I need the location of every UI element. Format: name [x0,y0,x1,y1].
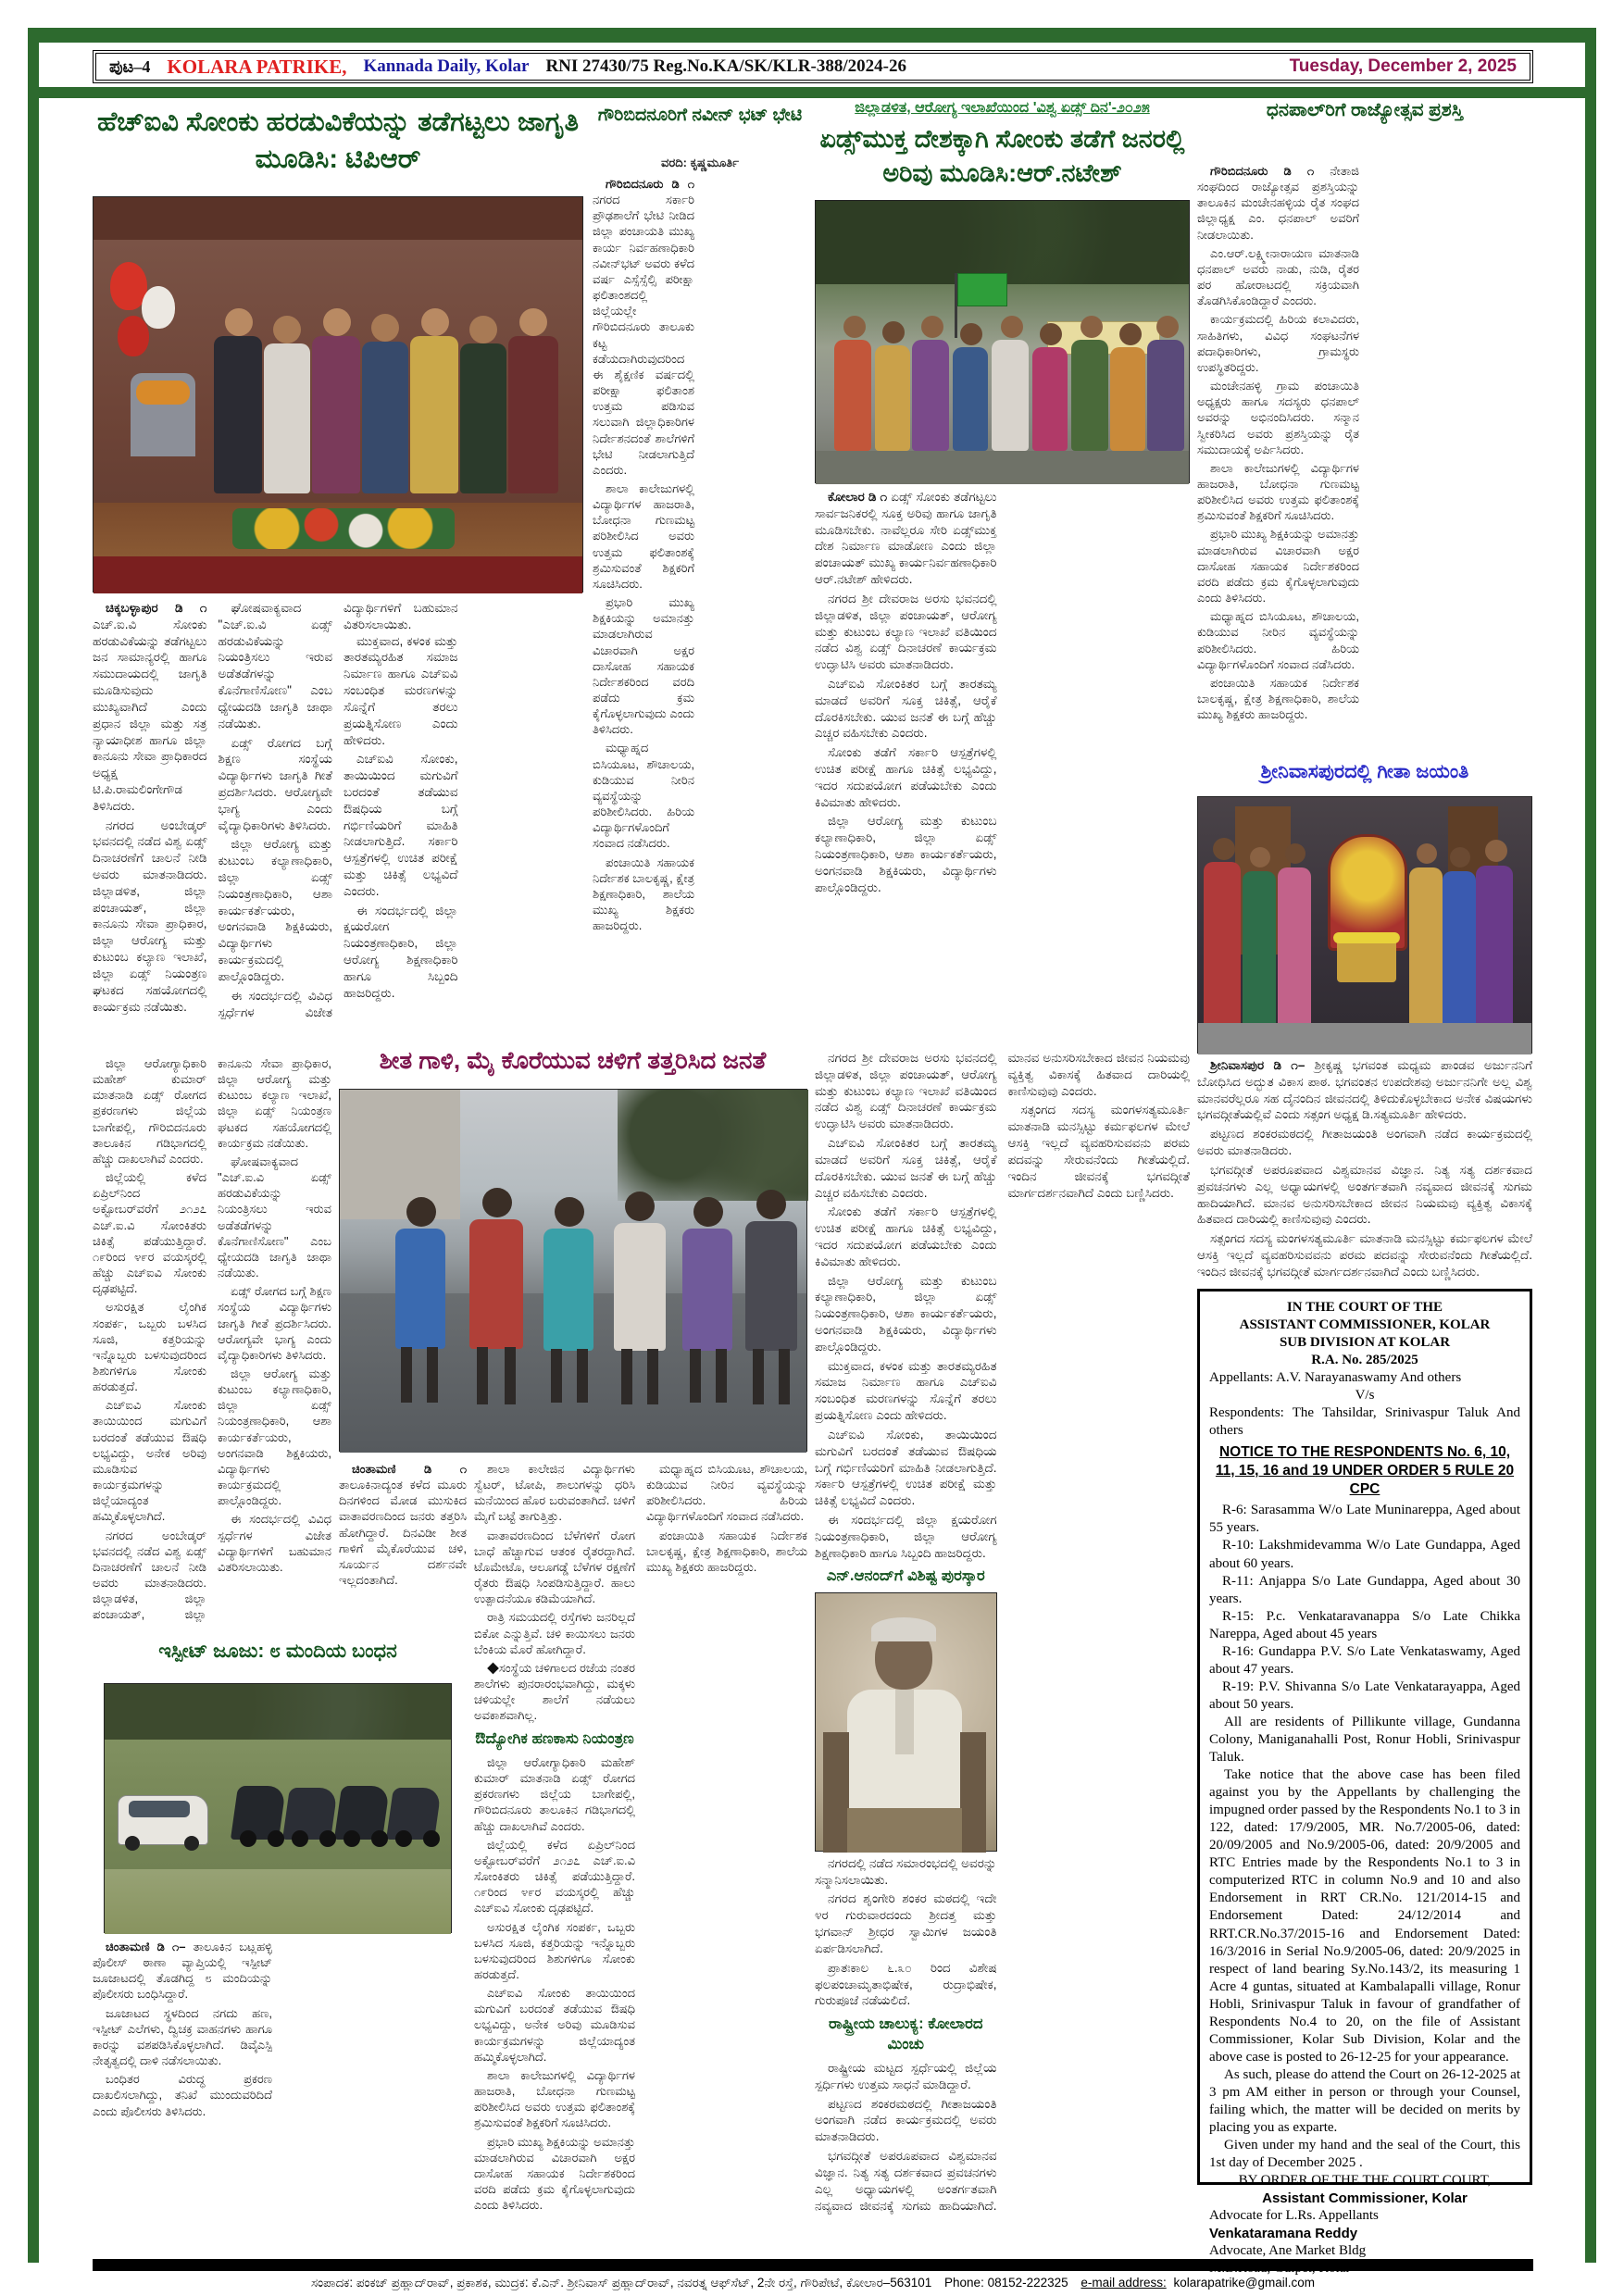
lead-paragraph: ತಾಲೂಕಿನಾದ್ಯಂತ ಕಳೆದ ಮೂರು ದಿನಗಳಿಂದ ಮೋಡ ಮುಸುಕಿದ ವಾತಾವರಣದಿಂದ ಜನರು ತತ್ತರಿಸಿ ಹೋಗಿದ್ದಾರೆ. ದಿನವಿಡೀ ಶೀತ ಗಾಳಿಗೆ ಮೈಕೊರೆಯುವ ಚಳಿ, ಸೂರ್ಯನ ದರ್ಶನವೇ ಇಲ್ಲದಂತಾಗಿದೆ. [339,1478,467,1588]
paragraph-list: ಪಟ್ಟಣದ ಶಂಕರಮಠದಲ್ಲಿ ಗೀತಾಜಯಂತಿ ಅಂಗವಾಗಿ ನಡೆದ ಕಾರ್ಯಕ್ರಮದಲ್ಲಿ ಅವರು ಮಾತನಾಡಿದರು. ಭಗವದ್ಗೀತೆ ಅಪರೂಪವಾದ ವಿಶ್ವಮಾನವ ವಿಜ್ಞಾನ. ನಿತ್ಯ ಸತ್ಯ ದರ್ಶಕವಾದ ಪ್ರವಚನಗಳು ಎಲ್ಲ ಅಧ್ಯಾಯಗಳಲ್ಲಿ ಅಂತರ್ಗತವಾಗಿ ನವ್ಯವಾದ ಜೀವನಕ್ಕೆ ಸುಗಮ ಹಾದಿಯಾಗಿದೆ. ಮಾನವ ಅನುಸರಿಸಬೇಕಾದ ಜೀವನ ನಿಯಮವು ವ್ಯಕ್ತಿತ್ವ ವಿಕಾಸಕ್ಕೆ ಹಿತವಾದ ದಾರಿಯಲ್ಲಿ ಕಾಣಿಸುವುವು ಎಂದರು. ಸತ್ಸಂಗದ ಸದಸ್ಯ ಮಂಗಳಸತ್ಯಮೂರ್ತಿ ಮಾತನಾಡಿ ಮನಸ್ಸಿಟ್ಟು ಕರ್ಮಫಲಗಳ ಮೇಲೆ ಆಸಕ್ತಿ ಇಲ್ಲದೆ ವ್ಯವಹರಿಸುವವನು ಪರಮ ಪದವನ್ನು ಸೇರುವನೆಂದು ಗೀತೆಯಲ್ಲಿದೆ. ಇಂದಿನ ಜೀವನಕ್ಕೆ ಭಗವದ್ಗೀತೆ ಮಾರ್ಗದರ್ಶನವಾಗಿದೆ ಎಂದು ಬಣ್ಣಿಸಿದರು. [1197,1127,1532,1279]
paragraph-list: ನಗರದ ಅಂಬೇಡ್ಕರ್ ಭವನದಲ್ಲಿ ನಡೆದ ವಿಶ್ವ ಏಡ್ಸ್ ದಿನಾಚರಣೆಗೆ ಚಾಲನೆ ನೀಡಿ ಅವರು ಮಾತನಾಡಿದರು. ಜಿಲ್ಲಾಡಳಿತ, ಜಿಲ್ಲಾ ಪಂಚಾಯತ್, ಜಿಲ್ಲಾ ಕಾನೂನು ಸೇವಾ ಪ್ರಾಧಿಕಾರ, ಜಿಲ್ಲಾ ಆರೋಗ್ಯ ಮತ್ತು ಕುಟುಂಬ ಕಲ್ಯಾಣ ಇಲಾಖೆ, ಜಿಲ್ಲಾ ಏಡ್ಸ್ ನಿಯಂತ್ರಣ ಘಟಕದ ಸಹಯೋಗದಲ್ಲಿ ಕಾರ್ಯಕ್ರಮ ನಡೆಯಿತು. ಘೋಷವಾಕ್ಯವಾದ "ಎಚ್.ಐ.ವಿ ಏಡ್ಸ್ ಹರಡುವಿಕೆಯನ್ನು ನಿಯಂತ್ರಿಸಲು ಇರುವ ಅಡೆತಡೆಗಳನ್ನು ಕೊನೆಗಾಣಿಸೋಣ" ಎಂಬ ಧ್ಯೇಯದಡಿ ಜಾಗೃತಿ ಜಾಥಾ ನಡೆಯಿತು. ಏಡ್ಸ್ ರೋಗದ ಬಗ್ಗೆ ಶಿಕ್ಷಣ ಸಂಸ್ಥೆಯ ವಿದ್ಯಾರ್ಥಿಗಳು ಜಾಗೃತಿ ಗೀತೆ ಪ್ರದರ್ಶಿಸಿದರು. ಆರೋಗ್ಯವೇ ಭಾಗ್ಯ ಎಂದು ವೈದ್ಯಾಧಿಕಾರಿಗಳು ತಿಳಿಸಿದರು. ಜಿಲ್ಲಾ ಆರೋಗ್ಯ ಮತ್ತು ಕುಟುಂಬ ಕಲ್ಯಾಣಾಧಿಕಾರಿ, ಜಿಲ್ಲಾ ಏಡ್ಸ್ ನಿಯಂತ್ರಣಾಧಿಕಾರಿ, ಆಶಾ ಕಾರ್ಯಕರ್ತೆಯರು, ಅಂಗನವಾಡಿ ಶಿಕ್ಷಕಿಯರು, ವಿದ್ಯಾರ್ಥಿಗಳು ಕಾರ್ಯಕ್ರಮದಲ್ಲಿ ಪಾಲ್ಗೊಂಡಿದ್ದರು. ಈ ಸಂದರ್ಭದಲ್ಲಿ ವಿವಿಧ ಸ್ಪರ್ಧೆಗಳ ವಿಜೇತ ವಿದ್ಯಾರ್ಥಿಗಳಿಗೆ ಬಹುಮಾನ ವಿತರಿಸಲಾಯಿತು. [93,601,458,1019]
respondents-line: Respondents: The Tahsildar, Srinivaspur Taluk And others [1209,1405,1520,1439]
masthead-rule [39,87,1585,98]
lead-paragraph: ನೇತಾಜಿ ಸಂಘದಿಂದ ರಾಜ್ಯೋತ್ಸವ ಪ್ರಶಸ್ತಿಯನ್ನು ತಾಲೂಕಿನ ಮಂಚೇನಹಳ್ಳಿಯ ರೈತ ಸಂಘದ ಜಿಲ್ಲಾಧ್ಯಕ್ಷ ಎಂ. ಧನಪಾಲ್ ಅವರಿಗೆ ನೀಡಲಾಯಿತು. [1197,164,1359,242]
photo-gita-jayanti-temple [1197,796,1532,1054]
headline-cold-wave: ಶೀತ ಗಾಳಿ, ಮೈ ಕೊರೆಯುವ ಚಳಿಗೆ ತತ್ತರಿಸಿದ ಜನತೆ [379,1046,767,1074]
page-border-top [28,28,1596,43]
appellants-line: Appellants: A.V. Narayanaswamy And others [1209,1370,1462,1386]
paragraph-list: ಜಿಲ್ಲಾ ಆರೋಗ್ಯಾಧಿಕಾರಿ ಮಹೇಶ್ ಕುಮಾರ್ ಮಾತನಾಡಿ ಏಡ್ಸ್ ರೋಗದ ಪ್ರಕರಣಗಳು ಜಿಲ್ಲೆಯ ಬಾಗೇಪಲ್ಲಿ, ಗೌರಿಬಿದನೂರು ತಾಲೂಕಿನ ಗಡಿಭಾಗದಲ್ಲಿ ಹೆಚ್ಚು ದಾಖಲಾಗಿವೆ ಎಂದರು. ಜಿಲ್ಲೆಯಲ್ಲಿ ಕಳೆದ ಏಪ್ರಿಲ್‌ನಿಂದ ಅಕ್ಟೋಬರ್‌ವರೆಗೆ ೨೧೨೭ ಎಚ್.ಐ.ವಿ ಸೋಂಕಿತರು ಚಿಕಿತ್ಸೆ ಪಡೆಯುತ್ತಿದ್ದಾರೆ. ೧೯ರಿಂದ ೪೯ರ ವಯಸ್ಕರಲ್ಲಿ ಹೆಚ್ಚು ಎಚ್‌ಐವಿ ಸೋಂಕು ದೃಢಪಟ್ಟಿದೆ. ಅಸುರಕ್ಷಿತ ಲೈಂಗಿಕ ಸಂಪರ್ಕ, ಒಬ್ಬರು ಬಳಸಿದ ಸೂಜಿ, ಕತ್ತರಿಯನ್ನು ಇನ್ನೊಬ್ಬರು ಬಳಸುವುದರಿಂದ ಶಿಶುಗಳಿಗೂ ಸೋಂಕು ಹರಡುತ್ತದೆ. ಎಚ್‌ಐವಿ ಸೋಂಕು ತಾಯಿಯಿಂದ ಮಗುವಿಗೆ ಬರದಂತೆ ತಡೆಯುವ ಔಷಧಿ ಲಭ್ಯವಿದ್ದು, ಅನೇಕ ಅರಿವು ಮೂಡಿಸುವ ಕಾರ್ಯಕ್ರಮಗಳನ್ನು ಜಿಲ್ಲೆಯಾದ್ಯಂತ ಹಮ್ಮಿಕೊಳ್ಳಲಾಗಿದೆ. [93,1056,206,1524]
respondent-list: R-6: Sarasamma W/o Late Muninareppa, Aged about 55 years. R-10: Lakshmidevamma W/o Late Gundappa, Aged about 60 years. R-11: Anjappa S/o Late Gundappa, Aged about 30 years. R-15: P.c. Venkataravanappa S/o Late Chikka Nareppa, Aged about 45 years R-16: Gundappa P.V. S/o Late Venkataswamy, Aged about 47 years. R-19: P.V. Shivanna S/o Late Venkatarayappa, Aged about 50 years. [1209,1503,1520,1712]
byline-krishnamurthy: ವರದಿ: ಕೃಷ್ಣಮೂರ್ತಿ [661,156,739,169]
registration-info: RNI 27430/75 Reg.No.KA/SK/KLR-388/2024-26 [545,56,906,76]
dateline: ಶ್ರೀನಿವಾಸಪುರ ಡಿ ೧– [1210,1058,1305,1072]
headline-gambling: ಇಸ್ಪೀಟ್ ಜೂಜು: ೮ ಮಂದಿಯ ಬಂಧನ [158,1641,397,1662]
paragraph-list: ನಗರದ ಅಂಬೇಡ್ಕರ್ ಭವನದಲ್ಲಿ ನಡೆದ ವಿಶ್ವ ಏಡ್ಸ್ ದಿನಾಚರಣೆಗೆ ಚಾಲನೆ ನೀಡಿ ಅವರು ಮಾತನಾಡಿದರು. ಜಿಲ್ಲಾಡಳಿತ, ಜಿಲ್ಲಾ ಪಂಚಾಯತ್, ಜಿಲ್ಲಾ ಕಾನೂನು ಸೇವಾ ಪ್ರಾಧಿಕಾರ, ಜಿಲ್ಲಾ ಆರೋಗ್ಯ ಮತ್ತು ಕುಟುಂಬ ಕಲ್ಯಾಣ ಇಲಾಖೆ, ಜಿಲ್ಲಾ ಏಡ್ಸ್ ನಿಯಂತ್ರಣ ಘಟಕದ ಸಹಯೋಗದಲ್ಲಿ ಕಾರ್ಯಕ್ರಮ ನಡೆಯಿತು. ಘೋಷವಾಕ್ಯವಾದ "ಎಚ್.ಐ.ವಿ ಏಡ್ಸ್ ಹರಡುವಿಕೆಯನ್ನು ನಿಯಂತ್ರಿಸಲು ಇರುವ ಅಡೆತಡೆಗಳನ್ನು ಕೊನೆಗಾಣಿಸೋಣ" ಎಂಬ ಧ್ಯೇಯದಡಿ ಜಾಗೃತಿ ಜಾಥಾ ನಡೆಯಿತು. ಏಡ್ಸ್ ರೋಗದ ಬಗ್ಗೆ ಶಿಕ್ಷಣ ಸಂಸ್ಥೆಯ ವಿದ್ಯಾರ್ಥಿಗಳು ಜಾಗೃತಿ ಗೀತೆ ಪ್ರದರ್ಶಿಸಿದರು. ಆರೋಗ್ಯವೇ ಭಾಗ್ಯ ಎಂದು ವೈದ್ಯಾಧಿಕಾರಿಗಳು ತಿಳಿಸಿದರು. ಜಿಲ್ಲಾ ಆರೋಗ್ಯ ಮತ್ತು ಕುಟುಂಬ ಕಲ್ಯಾಣಾಧಿಕಾರಿ, ಜಿಲ್ಲಾ ಏಡ್ಸ್ ನಿಯಂತ್ರಣಾಧಿಕಾರಿ, ಆಶಾ ಕಾರ್ಯಕರ್ತೆಯರು, ಅಂಗನವಾಡಿ ಶಿಕ್ಷಕಿಯರು, ವಿದ್ಯಾರ್ಥಿಗಳು ಕಾರ್ಯಕ್ರಮದಲ್ಲಿ ಪಾಲ್ಗೊಂಡಿದ್ದರು. ಈ ಸಂದರ್ಭದಲ್ಲಿ ವಿವಿಧ ಸ್ಪರ್ಧೆಗಳ ವಿಜೇತ ವಿದ್ಯಾರ್ಥಿಗಳಿಗೆ ಬಹುಮಾನ ವಿತರಿಸಲಾಯಿತು. [93,1056,331,1622]
residence-line: All are residents of Pillikunte village, Gundanna Colony, Maniganahalli Post, Ronur Hobli, Srinivaspur Taluk. [1209,1714,1520,1766]
article-cold-wave-body [474,1461,807,2216]
paragraph-list: ನಗರದ ಶ್ರೀ ದೇವರಾಜ ಅರಸು ಭವನದಲ್ಲಿ ಜಿಲ್ಲಾಡಳಿತ, ಜಿಲ್ಲಾ ಪಂಚಾಯತ್, ಆರೋಗ್ಯ ಮತ್ತು ಕುಟುಂಬ ಕಲ್ಯಾಣ ಇಲಾಖೆ ವತಿಯಿಂದ ನಡೆದ ವಿಶ್ವ ಏಡ್ಸ್ ದಿನಾಚರಣೆ ಕಾರ್ಯಕ್ರಮ ಉದ್ಘಾಟಿಸಿ ಅವರು ಮಾತನಾಡಿದರು. ಎಚ್‌ಐವಿ ಸೋಂಕಿತರ ಬಗ್ಗೆ ತಾರತಮ್ಯ ಮಾಡದೆ ಅವರಿಗೆ ಸೂಕ್ತ ಚಿಕಿತ್ಸೆ, ಆರೈಕೆ ದೊರಕಿಸಬೇಕು. ಯುವ ಜನತೆ ಈ ಬಗ್ಗೆ ಹೆಚ್ಚು ಎಚ್ಚರ ವಹಿಸಬೇಕು ಎಂದರು. ಸೋಂಕು ತಡೆಗೆ ಸರ್ಕಾರಿ ಆಸ್ಪತ್ರೆಗಳಲ್ಲಿ ಉಚಿತ ಪರೀಕ್ಷೆ ಹಾಗೂ ಚಿಕಿತ್ಸೆ ಲಭ್ಯವಿದ್ದು, ಇದರ ಸದುಪಯೋಗ ಪಡೆಯಬೇಕು ಎಂದು ಕಿವಿಮಾತು ಹೇಳಿದರು. ಜಿಲ್ಲಾ ಆರೋಗ್ಯ ಮತ್ತು ಕುಟುಂಬ ಕಲ್ಯಾಣಾಧಿಕಾರಿ, ಜಿಲ್ಲಾ ಏಡ್ಸ್ ನಿಯಂತ್ರಣಾಧಿಕಾರಿ, ಆಶಾ ಕಾರ್ಯಕರ್ತೆಯರು, ಅಂಗನವಾಡಿ ಶಿಕ್ಷಕಿಯರು, ವಿದ್ಯಾರ್ಥಿಗಳು ಪಾಲ್ಗೊಂಡಿದ್ದರು. [815,1051,997,1354]
page-border-right [1585,28,1596,2263]
paragraph-list: ಶಾಲಾ ಕಾಲೇಜುಗಳಲ್ಲಿ ವಿದ್ಯಾರ್ಥಿಗಳ ಹಾಜರಾತಿ, ಬೋಧನಾ ಗುಣಮಟ್ಟ ಪರಿಶೀಲಿಸಿದ ಅವರು ಉತ್ತಮ ಫಲಿತಾಂಶಕ್ಕೆ ಶ್ರಮಿಸುವಂತೆ ಶಿಕ್ಷಕರಿಗೆ ಸೂಚಿಸಿದರು. ಪ್ರಭಾರಿ ಮುಖ್ಯ ಶಿಕ್ಷಕಿಯನ್ನು ಅಮಾನತ್ತು ಮಾಡಲಾಗಿರುವ ವಿಚಾರವಾಗಿ ಅಕ್ಷರ ದಾಸೋಹ ಸಹಾಯಕ ನಿರ್ದೇಶಕರಿಂದ ವರದಿ ಪಡೆದು ಕ್ರಮ ಕೈಗೊಳ್ಳಲಾಗುವುದು ಎಂದು ತಿಳಿಸಿದರು. ಮಧ್ಯಾಹ್ನದ ಬಿಸಿಯೂಟ, ಶೌಚಾಲಯ, ಕುಡಿಯುವ ನೀರಿನ ವ್ಯವಸ್ಥೆಯನ್ನು ಪರಿಶೀಲಿಸಿದರು. ಹಿರಿಯ ವಿದ್ಯಾರ್ಥಿಗಳೊಂದಿಗೆ ಸಂವಾದ ನಡೆಸಿದರು. ಪಂಚಾಯಿತಿ ಸಹಾಯಕ ನಿರ್ದೇಶಕ ಬಾಲಕೃಷ್ಣ, ಕ್ಷೇತ್ರ ಶಿಕ್ಷಣಾಧಿಕಾರಿ, ಶಾಲೆಯ ಮುಖ್ಯ ಶಿಕ್ಷಕರು ಹಾಜರಿದ್ದರು. [593,480,694,933]
footer-rule [93,2259,1533,2271]
sports-paragraph: ರಾಷ್ಟ್ರೀಯ ಮಟ್ಟದ ಸ್ಪರ್ಧೆಯಲ್ಲಿ ಜಿಲ್ಲೆಯ ಸ್ಪರ್ಧಿಗಳು ಉತ್ತಮ ಸಾಧನೆ ಮಾಡಿದ್ದಾರೆ. [815,2061,997,2091]
photo-hiv-awareness-event [93,196,583,593]
kicker-world-aids-day: ಜಿಲ್ಲಾಡಳಿತ, ಆರೋಗ್ಯ ಇಲಾಖೆಯಿಂದ 'ವಿಶ್ವ ಏಡ್ಸ್ ದಿನ'-೨೦೨೫ [855,100,1150,116]
page-number-label: ಪುಟ–4 [109,56,151,76]
dateline: ಕೋಲಾರ ಡಿ ೧ [828,490,888,504]
advocate-for-line: Advocate for L.Rs. Appellants [1209,2208,1379,2224]
subhead-award: ಎನ್.ಆನಂದ್‌ಗೆ ವಿಶಿಷ್ಟ ಪುರಸ್ಕಾರ [826,1567,985,1585]
court-line: ASSISTANT COMMISSIONER, KOLAR [1239,1317,1491,1333]
by-order-line: BY ORDER OF THE THE COURT COURT, [1238,2173,1492,2189]
paragraph-list: ನಗರದ ಶ್ರೀ ದೇವರಾಜ ಅರಸು ಭವನದಲ್ಲಿ ಜಿಲ್ಲಾಡಳಿತ, ಜಿಲ್ಲಾ ಪಂಚಾಯತ್, ಆರೋಗ್ಯ ಮತ್ತು ಕುಟುಂಬ ಕಲ್ಯಾಣ ಇಲಾಖೆ ವತಿಯಿಂದ ನಡೆದ ವಿಶ್ವ ಏಡ್ಸ್ ದಿನಾಚರಣೆ ಕಾರ್ಯಕ್ರಮ ಉದ್ಘಾಟಿಸಿ ಅವರು ಮಾತನಾಡಿದರು. ಎಚ್‌ಐವಿ ಸೋಂಕಿತರ ಬಗ್ಗೆ ತಾರತಮ್ಯ ಮಾಡದೆ ಅವರಿಗೆ ಸೂಕ್ತ ಚಿಕಿತ್ಸೆ, ಆರೈಕೆ ದೊರಕಿಸಬೇಕು. ಯುವ ಜನತೆ ಈ ಬಗ್ಗೆ ಹೆಚ್ಚು ಎಚ್ಚರ ವಹಿಸಬೇಕು ಎಂದರು. ಸೋಂಕು ತಡೆಗೆ ಸರ್ಕಾರಿ ಆಸ್ಪತ್ರೆಗಳಲ್ಲಿ ಉಚಿತ ಪರೀಕ್ಷೆ ಹಾಗೂ ಚಿಕಿತ್ಸೆ ಲಭ್ಯವಿದ್ದು, ಇದರ ಸದುಪಯೋಗ ಪಡೆಯಬೇಕು ಎಂದು ಕಿವಿಮಾತು ಹೇಳಿದರು. ಜಿಲ್ಲಾ ಆರೋಗ್ಯ ಮತ್ತು ಕುಟುಂಬ ಕಲ್ಯಾಣಾಧಿಕಾರಿ, ಜಿಲ್ಲಾ ಏಡ್ಸ್ ನಿಯಂತ್ರಣಾಧಿಕಾರಿ, ಆಶಾ ಕಾರ್ಯಕರ್ತೆಯರು, ಅಂಗನವಾಡಿ ಶಿಕ್ಷಕಿಯರು, ವಿದ್ಯಾರ್ಥಿಗಳು ಪಾಲ್ಗೊಂಡಿದ್ದರು. [815,591,997,894]
paragraph-list: ಶಾಲಾ ಕಾಲೇಜುಗಳಲ್ಲಿ ವಿದ್ಯಾರ್ಥಿಗಳ ಹಾಜರಾತಿ, ಬೋಧನಾ ಗುಣಮಟ್ಟ ಪರಿಶೀಲಿಸಿದ ಅವರು ಉತ್ತಮ ಫಲಿತಾಂಶಕ್ಕೆ ಶ್ರಮಿಸುವಂತೆ ಶಿಕ್ಷಕರಿಗೆ ಸೂಚಿಸಿದರು. ಪ್ರಭಾರಿ ಮುಖ್ಯ ಶಿಕ್ಷಕಿಯನ್ನು ಅಮಾನತ್ತು ಮಾಡಲಾಗಿರುವ ವಿಚಾರವಾಗಿ ಅಕ್ಷರ ದಾಸೋಹ ಸಹಾಯಕ ನಿರ್ದೇಶಕರಿಂದ ವರದಿ ಪಡೆದು ಕ್ರಮ ಕೈಗೊಳ್ಳಲಾಗುವುದು ಎಂದು ತಿಳಿಸಿದರು. ಮಧ್ಯಾಹ್ನದ ಬಿಸಿಯೂಟ, ಶೌಚಾಲಯ, ಕುಡಿಯುವ ನೀರಿನ ವ್ಯವಸ್ಥೆಯನ್ನು ಪರಿಶೀಲಿಸಿದರು. ಹಿರಿಯ ವಿದ್ಯಾರ್ಥಿಗಳೊಂದಿಗೆ ಸಂವಾದ ನಡೆಸಿದರು. ಪಂಚಾಯಿತಿ ಸಹಾಯಕ ನಿರ್ದೇಶಕ ಬಾಲಕೃಷ್ಣ, ಕ್ಷೇತ್ರ ಶಿಕ್ಷಣಾಧಿಕಾರಿ, ಶಾಲೆಯ ಮುಖ್ಯ ಶಿಕ್ಷಕರು ಹಾಜರಿದ್ದರು. [1197,460,1359,722]
paper-subtitle: Kannada Daily, Kolar [363,56,530,76]
paragraph-list: ಶಾಲಾ ಕಾಲೇಜುಗಳಲ್ಲಿ ವಿದ್ಯಾರ್ಥಿಗಳ ಹಾಜರಾತಿ, ಬೋಧನಾ ಗುಣಮಟ್ಟ ಪರಿಶೀಲಿಸಿದ ಅವರು ಉತ್ತಮ ಫಲಿತಾಂಶಕ್ಕೆ ಶ್ರಮಿಸುವಂತೆ ಶಿಕ್ಷಕರಿಗೆ ಸೂಚಿಸಿದರು. ಪ್ರಭಾರಿ ಮುಖ್ಯ ಶಿಕ್ಷಕಿಯನ್ನು ಅಮಾನತ್ತು ಮಾಡಲಾಗಿರುವ ವಿಚಾರವಾಗಿ ಅಕ್ಷರ ದಾಸೋಹ ಸಹಾಯಕ ನಿರ್ದೇಶಕರಿಂದ ವರದಿ ಪಡೆದು ಕ್ರಮ ಕೈಗೊಳ್ಳಲಾಗುವುದು ಎಂದು ತಿಳಿಸಿದರು. ಮಧ್ಯಾಹ್ನದ ಬಿಸಿಯೂಟ, ಶೌಚಾಲಯ, ಕುಡಿಯುವ ನೀರಿನ ವ್ಯವಸ್ಥೆಯನ್ನು ಪರಿಶೀಲಿಸಿದರು. ಹಿರಿಯ ವಿದ್ಯಾರ್ಥಿಗಳೊಂದಿಗೆ ಸಂವಾದ ನಡೆಸಿದರು. ಪಂಚಾಯಿತಿ ಸಹಾಯಕ ನಿರ್ದೇಶಕ ಬಾಲಕೃಷ್ಣ, ಕ್ಷೇತ್ರ ಶಿಕ್ಷಣಾಧಿಕಾರಿ, ಶಾಲೆಯ ಮುಖ್ಯ ಶಿಕ್ಷಕರು ಹಾಜರಿದ್ದರು. [474,1462,807,2213]
case-number: R.A. No. 285/2025 [1311,1353,1418,1368]
headline-rajyotsava: ಧನಪಾಲ್‌ರಿಗೆ ರಾಜ್ಯೋತ್ಸವ ಪ್ರಶಸ್ತಿ [1266,100,1464,120]
dateline: ಗೌರಿಬಿದನೂರು ಡಿ ೧ [1210,164,1315,178]
notice-body-2: As such, please do attend the Court on 26-12-2025 at 3 pm AM either in person or through your Counsel, failing which, the matter will be decided on merits by placing you as exparte. [1209,2066,1520,2136]
signature-line: Assistant Commissioner, Kolar [1262,2190,1468,2207]
article-navin-bhat-body [593,176,807,1044]
paragraph-list: ಮುಕ್ತವಾದ, ಕಳಂಕ ಮತ್ತು ತಾರತಮ್ಯರಹಿತ ಸಮಾಜ ನಿರ್ಮಾಣ ಹಾಗೂ ಎಚ್‌ಐವಿ ಸಂಬಂಧಿತ ಮರಣಗಳನ್ನು ಸೊನ್ನೆಗೆ ತರಲು ಪ್ರಯತ್ನಿಸೋಣ ಎಂದು ಹೇಳಿದರು. ಎಚ್‌ಐವಿ ಸೋಂಕು, ತಾಯಿಯಿಂದ ಮಗುವಿಗೆ ಬರದಂತೆ ತಡೆಯುವ ಔಷಧಿಯ ಬಗ್ಗೆ ಗರ್ಭಿಣಿಯರಿಗೆ ಮಾಹಿತಿ ನೀಡಲಾಗುತ್ತಿದೆ. ಸರ್ಕಾರಿ ಆಸ್ಪತ್ರೆಗಳಲ್ಲಿ ಉಚಿತ ಪರೀಕ್ಷೆ ಮತ್ತು ಚಿಕಿತ್ಸೆ ಲಭ್ಯವಿದೆ ಎಂದರು. ಈ ಸಂದರ್ಭದಲ್ಲಿ ಜಿಲ್ಲಾ ಕ್ಷಯರೋಗ ನಿಯಂತ್ರಣಾಧಿಕಾರಿ, ಜಿಲ್ಲಾ ಆರೋಗ್ಯ ಶಿಕ್ಷಣಾಧಿಕಾರಿ ಹಾಗೂ ಸಿಬ್ಬಂದಿ ಹಾಜರಿದ್ದರು. [815,1358,997,1560]
notice-heading: NOTICE TO THE RESPONDENTS No. 6, 10, 11, 15, 16 and 19 UNDER ORDER 5 RULE 20 CPC [1215,1444,1515,1497]
lead-paragraph: ಏಡ್ಸ್ ಸೋಂಕು ತಡೆಗಟ್ಟಲು ಸಾರ್ವಜನಿಕರಲ್ಲಿ ಸೂಕ್ತ ಅರಿವು ಹಾಗೂ ಜಾಗೃತಿ ಮೂಡಿಸಬೇಕು. ನಾವೆಲ್ಲರೂ ಸೇರಿ ಏಡ್ಸ್‌ಮುಕ್ತ ದೇಶ ನಿರ್ಮಾಣ ಮಾಡೋಣ ಎಂದು ಜಿಲ್ಲಾ ಪಂಚಾಯತ್ ಮುಖ್ಯ ಕಾರ್ಯನಿರ್ವಹಣಾಧಿಕಾರಿ ಆರ್.ನಟೇಶ್ ಹೇಳಿದರು. [815,490,997,587]
page-border-left [28,28,39,2263]
paragraph-list: ಎಂ.ಆರ್.ಲಕ್ಷ್ಮೀನಾರಾಯಣ ಮಾತನಾಡಿ ಧನಪಾಲ್ ಅವರು ನಾಡು, ನುಡಿ, ರೈತರ ಪರ ಹೋರಾಟದಲ್ಲಿ ಸಕ್ರಿಯವಾಗಿ ತೊಡಗಿಸಿಕೊಂಡಿದ್ದಾರೆ ಎಂದರು. ಕಾರ್ಯಕ್ರಮದಲ್ಲಿ ಹಿರಿಯ ಕಲಾವಿದರು, ಸಾಹಿತಿಗಳು, ವಿವಿಧ ಸಂಘಟನೆಗಳ ಪದಾಧಿಕಾರಿಗಳು, ಗ್ರಾಮಸ್ಥರು ಉಪಸ್ಥಿತರಿದ್ದರು. ಮಂಚೇನಹಳ್ಳಿ ಗ್ರಾಮ ಪಂಚಾಯಿತಿ ಅಧ್ಯಕ್ಷರು ಹಾಗೂ ಸದಸ್ಯರು ಧನಪಾಲ್ ಅವರನ್ನು ಅಭಿನಂದಿಸಿದರು. ಸನ್ಮಾನ ಸ್ವೀಕರಿಸಿದ ಅವರು ಪ್ರಶಸ್ತಿಯನ್ನು ರೈತ ಸಮುದಾಯಕ್ಕೆ ಅರ್ಪಿಸಿದರು. [1197,245,1359,456]
photo-gambling-seizure [104,1683,452,1933]
article-cold-wave-lead [339,1461,467,1633]
article-gambling-body [93,1939,463,2216]
paragraph-list: ಶಾಲಾ ಕಾಲೇಜಿನ ವಿದ್ಯಾರ್ಥಿಗಳು ಸ್ವೆಟರ್, ಟೋಪಿ, ಶಾಲುಗಳನ್ನು ಧರಿಸಿ ಮನೆಯಿಂದ ಹೊರ ಬರುವಂತಾಗಿದೆ. ಚಳಿಗೆ ಮೈಗೆ ಬಟ್ಟೆ ತಾಗುತ್ತಿತ್ತು. ವಾತಾವರಣದಿಂದ ಬೆಳೆಗಳಿಗೆ ರೋಗ ಬಾಧೆ ಹೆಚ್ಚಾಗುವ ಆತಂಕ ರೈತರದ್ದಾಗಿದೆ. ಟೊಮೇಟೊ, ಆಲೂಗಡ್ಡೆ ಬೆಳೆಗಳ ರಕ್ಷಣೆಗೆ ರೈತರು ಔಷಧಿ ಸಿಂಪಡಿಸುತ್ತಿದ್ದಾರೆ. ಹಾಲು ಉತ್ಪಾದನೆಯೂ ಕಡಿಮೆಯಾಗಿದೆ. ರಾತ್ರಿ ಸಮಯದಲ್ಲಿ ರಸ್ತೆಗಳು ಜನರಿಲ್ಲದೆ ಬಿಕೋ ಎನ್ನುತ್ತಿವೆ. ಚಳಿ ಕಾಯಿಸಲು ಜನರು ಬೆಂಕಿಯ ಮೊರೆ ಹೋಗಿದ್ದಾರೆ. ◆ಸಂಸ್ಥೆಯ ಚಳಿಗಾಲದ ರಜೆಯ ನಂತರ ಶಾಲೆಗಳು ಪುನರಾರಂಭವಾಗಿದ್ದು, ಮಕ್ಕಳು ಚಳಿಯಲ್ಲೇ ಶಾಲೆಗೆ ನಡೆಯಲು ಅವಕಾಶವಾಗಿಲ್ಲ. [474,1462,635,1723]
footer-email-label: e-mail address: [1081,2276,1167,2290]
dateline: ಚಿಕ್ಕಬಳ್ಳಾಪುರ ಡಿ ೧ [106,601,207,615]
photo-children-walking-cold [339,1089,807,1452]
footer-imprint-text: ಸಂಪಾದಕ: ಪಂಕಜ್ ಪ್ರಹ್ಲಾದ್‌ರಾವ್, ಪ್ರಕಾಶಕ, ಮುದ್ರಕ: ಕೆ.ಎನ್. ಶ್ರೀನಿವಾಸ್ ಪ್ರಹ್ಲಾದ್‌ರಾವ್, ನವರತ್ನ ಆಫ್‌ಸೆಟ್, 2ನೇ ರಸ್ತೆ, ಗೌರಿಪೇಟೆ, ಕೋಲಾರ–563101 [311,2276,932,2290]
article-hiv-awareness-body [93,600,583,1046]
paper-name: KOLARA PATRIKE, [167,55,347,78]
dateline: ಗೌರಿಬಿದನೂರು ಡಿ ೧ [606,177,694,191]
lead-paragraph: ತಾಲೂಕಿನ ಬಟ್ಲಹಳ್ಳಿ ಪೊಲೀಸ್ ಠಾಣಾ ವ್ಯಾಪ್ತಿಯಲ್ಲಿ ಇಸ್ಪೀಟ್ ಜೂಜಾಟದಲ್ಲಿ ತೊಡಗಿದ್ದ ೮ ಮಂದಿಯನ್ನು ಪೊಲೀಸರು ಬಂಧಿಸಿದ್ದಾರೆ. [93,1940,272,2002]
legal-notice-box [1197,1289,1532,2259]
headline-navin-bhat: ಗೌರಿಬಿದನೂರಿಗೆ ನವೀನ್ ಭಟ್ ಭೇಟಿ [597,106,803,125]
issue-date: Tuesday, December 2, 2025 [1289,56,1517,76]
dateline: ಚಿಂತಾಮಣಿ ಡಿ ೧ [352,1462,467,1476]
footer-imprint [93,2276,1533,2290]
advocate-name: Venkataramana Reddy [1209,2226,1358,2242]
paragraph-list: ಜೂಜಾಟದ ಸ್ಥಳದಿಂದ ನಗದು ಹಣ, ಇಸ್ಪೀಟ್ ಎಲೆಗಳು, ದ್ವಿಚಕ್ರ ವಾಹನಗಳು ಹಾಗೂ ಕಾರನ್ನು ವಶಪಡಿಸಿಕೊಳ್ಳಲಾಗಿದೆ. ಡಿವೈಎಸ್ಪಿ ನೇತೃತ್ವದಲ್ಲಿ ದಾಳಿ ನಡೆಸಲಾಯಿತು. ಬಂಧಿತರ ವಿರುದ್ಧ ಪ್ರಕರಣ ದಾಖಲಿಸಲಾಗಿದ್ದು, ತನಿಖೆ ಮುಂದುವರಿದಿದೆ ಎಂದು ಪೊಲೀಸರು ತಿಳಿಸಿದರು. [93,2005,272,2118]
award-paragraph: ನಗರದಲ್ಲಿ ನಡೆದ ಸಮಾರಂಭದಲ್ಲಿ ಅವರನ್ನು ಸನ್ಮಾನಿಸಲಾಯಿತು. [815,1855,997,1887]
lead-paragraph: ಎಚ್.ಐ.ವಿ ಸೋಂಕು ಹರಡುವಿಕೆಯನ್ನು ತಡೆಗಟ್ಟಲು ಜನ ಸಾಮಾನ್ಯರಲ್ಲಿ ಹಾಗೂ ಸಮುದಾಯದಲ್ಲಿ ಜಾಗೃತಿ ಮೂಡಿಸುವುದು ಮುಖ್ಯವಾಗಿದೆ ಎಂದು ಪ್ರಧಾನ ಜಿಲ್ಲಾ ಮತ್ತು ಸತ್ರ ನ್ಯಾಯಾಧೀಶ ಹಾಗೂ ಜಿಲ್ಲಾ ಕಾನೂನು ಸೇವಾ ಪ್ರಾಧಿಕಾರದ ಅಧ್ಯಕ್ಷ ಟಿ.ಪಿ.ರಾಮಲಿಂಗೇಗೌಡ ತಿಳಿಸಿದರು. [93,617,207,813]
headline-aids-free: ಏಡ್ಸ್‌ಮುಕ್ತ ದೇಶಕ್ಕಾಗಿ ಸೋಂಕು ತಡೆಗೆ ಜನರಲ್ಲಿ ಅರಿವು ಮೂಡಿಸಿ:ಆರ್.ನಟೇಶ್ [819,125,1185,188]
lead-paragraph: ಶ್ರೀಕೃಷ್ಣ ಭಗವಂತ ಮಧ್ಯಮ ಪಾಂಡವ ಅರ್ಜುನನಿಗೆ ಬೋಧಿಸಿದ ಅದ್ಭುತ ವಿಕಾಸ ಪಾಠ. ಭಗವಂತನ ಉಪದೇಶವು ಅರ್ಜುನನಿಗೇ ಅಲ್ಲ ವಿಶ್ವ ಮಾನವರೆಲ್ಲರೂ ಸಹ ದೈನಂದಿನ ಜೀವನದಲ್ಲಿ ತಿಳಿದುಕೊಳ್ಳಬೇಕಾದ ಅನೇಕ ವಿಷಯಗಳು ಭಗವದ್ಗೀತೆಯಲ್ಲಿವೆ ಎಂದು ಸತ್ಸಂಗ ಅಧ್ಯಕ್ಷ ಡಿ.ಸತ್ಯಮೂರ್ತಿ ಹೇಳಿದರು. [1197,1058,1532,1122]
subhead-finance-control: ಔದ್ಯೋಗಿಕ ಹಣಕಾಸು ನಿಯಂತ್ರಣ [475,1729,634,1747]
photo-portrait-elderly-man [815,1592,997,1852]
subhead-sports-flash: ರಾಷ್ಟ್ರೀಯ ಚಾಲುಕ್ಯ: ಕೋಲಾರದ ಮಿಂಚು [828,2015,983,2053]
paragraph-list: ಜಿಲ್ಲಾ ಆರೋಗ್ಯಾಧಿಕಾರಿ ಮಹೇಶ್ ಕುಮಾರ್ ಮಾತನಾಡಿ ಏಡ್ಸ್ ರೋಗದ ಪ್ರಕರಣಗಳು ಜಿಲ್ಲೆಯ ಬಾಗೇಪಲ್ಲಿ, ಗೌರಿಬಿದನೂರು ತಾಲೂಕಿನ ಗಡಿಭಾಗದಲ್ಲಿ ಹೆಚ್ಚು ದಾಖಲಾಗಿವೆ ಎಂದರು. ಜಿಲ್ಲೆಯಲ್ಲಿ ಕಳೆದ ಏಪ್ರಿಲ್‌ನಿಂದ ಅಕ್ಟೋಬರ್‌ವರೆಗೆ ೨೧೨೭ ಎಚ್.ಐ.ವಿ ಸೋಂಕಿತರು ಚಿಕಿತ್ಸೆ ಪಡೆಯುತ್ತಿದ್ದಾರೆ. ೧೯ರಿಂದ ೪೯ರ ವಯಸ್ಕರಲ್ಲಿ ಹೆಚ್ಚು ಎಚ್‌ಐವಿ ಸೋಂಕು ದೃಢಪಟ್ಟಿದೆ. ಅಸುರಕ್ಷಿತ ಲೈಂಗಿಕ ಸಂಪರ್ಕ, ಒಬ್ಬರು ಬಳಸಿದ ಸೂಜಿ, ಕತ್ತರಿಯನ್ನು ಇನ್ನೊಬ್ಬರು ಬಳಸುವುದರಿಂದ ಶಿಶುಗಳಿಗೂ ಸೋಂಕು ಹರಡುತ್ತದೆ. ಎಚ್‌ಐವಿ ಸೋಂಕು ತಾಯಿಯಿಂದ ಮಗುವಿಗೆ ಬರದಂತೆ ತಡೆಯುವ ಔಷಧಿ ಲಭ್ಯವಿದ್ದು, ಅನೇಕ ಅರಿವು ಮೂಡಿಸುವ ಕಾರ್ಯಕ್ರಮಗಳನ್ನು ಜಿಲ್ಲೆಯಾದ್ಯಂತ ಹಮ್ಮಿಕೊಳ್ಳಲಾಗಿದೆ. [474,1754,635,2064]
center-bottom-columns [815,1050,1190,2216]
notice-body-1: Take notice that the above case has been filed against you by the Appellants by challenging the impugned order passed by the Respondents No.1 to 3 in 122, dated: 17/9/2005, MR. No.7/2005-06, dated: 20/09/2005 and No.9/2005-06, dated: 20/9/2005 and RTC Entries made by the Respondents No.1 to 3 in computerized RTC in column No.9 and 10 and also Endorsement in RRT CR.No. 121/2014-15 and Endorsement Dated: 24/12/2014 and RRT.CR.No.37/2015-16 and Endorsement Dated: 16/3/2016 in Serial No.9/2005-06, dated: 20/9/2025 in respect of land bearing Sy.No.143/2, its measuring 1 Acre 4 guntas, situated at Kambalapalli village, Ronur Hobli, Srinivaspur Taluk in favour of grandfather of Respondents No.4 to 20, on the file of Assistant Commissioner, Kolar Sub Division, Kolar and the above case is posted to 26-12-25 for your appearance. [1209,1767,1520,2065]
lead-paragraph: ನಗರದ ಸರ್ಕಾರಿ ಪ್ರೌಢಶಾಲೆಗೆ ಭೇಟಿ ನೀಡಿದ ಜಿಲ್ಲಾ ಪಂಚಾಯತಿ ಮುಖ್ಯ ಕಾರ್ಯ ನಿರ್ವಹಣಾಧಿಕಾರಿ ನವೀನ್‌ಭಟ್ ಅವರು ಕಳೆದ ವರ್ಷ ಎಸ್ಸೆಸ್ಸೆಲ್ಸಿ ಪರೀಕ್ಷಾ ಫಲಿತಾಂಶದಲ್ಲಿ ಜಿಲ್ಲೆಯಲ್ಲೇ ಗೌರಿಬಿದನೂರು ತಾಲೂಕು ಕಟ್ಟ ಕಡೆಯದಾಗಿರುವುದರಿಂದ ಈ ಶೈಕ್ಷಣಿಕ ವರ್ಷದಲ್ಲಿ ಪರೀಕ್ಷಾ ಫಲಿತಾಂಶ ಉತ್ತಮ ಪಡಿಸುವ ಸಲುವಾಗಿ ಜಿಲ್ಲಾಧಿಕಾರಿಗಳ ನಿರ್ದೇಶನದಂತೆ ಶಾಲೆಗಳಿಗೆ ಭೇಟಿ ನೀಡಲಾಗುತ್ತಿದೆ ಎಂದರು. [593,193,694,477]
versus-line: V/s [1355,1388,1375,1404]
court-line: SUB DIVISION AT KOLAR [1279,1335,1451,1351]
article-gita-jayanti-body [1197,1057,1532,1285]
court-line: IN THE COURT OF THE [1286,1300,1443,1315]
article-aids-free-body [815,489,1190,1044]
headline-hiv-awareness: ಹೆಚ್‌ಐವಿ ಸೋಂಕು ಹರಡುವಿಕೆಯನ್ನು ತಡೆಗಟ್ಟಲು ಜಾಗೃತಿ ಮೂಡಿಸಿ: ಟಿಪಿಆರ್ [97,107,579,175]
article-hiv-continuation [93,1055,331,1633]
footer-phone: Phone: 08152-222325 [944,2276,1068,2290]
article-rajyotsava-body [1197,163,1532,757]
photo-aids-awareness-walk [815,200,1190,483]
paragraph-list: ಪಟ್ಟಣದ ಶಂಕರಮಠದಲ್ಲಿ ಗೀತಾಜಯಂತಿ ಅಂಗವಾಗಿ ನಡೆದ ಕಾರ್ಯಕ್ರಮದಲ್ಲಿ ಅವರು ಮಾತನಾಡಿದರು. ಭಗವದ್ಗೀತೆ ಅಪರೂಪವಾದ ವಿಶ್ವಮಾನವ ವಿಜ್ಞಾನ. ನಿತ್ಯ ಸತ್ಯ ದರ್ಶಕವಾದ ಪ್ರವಚನಗಳು ಎಲ್ಲ ಅಧ್ಯಾಯಗಳಲ್ಲಿ ಅಂತರ್ಗತವಾಗಿ ನವ್ಯವಾದ ಜೀವನಕ್ಕೆ ಸುಗಮ ಹಾದಿಯಾಗಿದೆ. ಮಾನವ ಅನುಸರಿಸಬೇಕಾದ ಜೀವನ ನಿಯಮವು ವ್ಯಕ್ತಿತ್ವ ವಿಕಾಸಕ್ಕೆ ಹಿತವಾದ ದಾರಿಯಲ್ಲಿ ಕಾಣಿಸುವುವು ಎಂದರು. ಸತ್ಸಂಗದ ಸದಸ್ಯ ಮಂಗಳಸತ್ಯಮೂರ್ತಿ ಮಾತನಾಡಿ ಮನಸ್ಸಿಟ್ಟು ಕರ್ಮಫಲಗಳ ಮೇಲೆ ಆಸಕ್ತಿ ಇಲ್ಲದೆ ವ್ಯವಹರಿಸುವವನು ಪರಮ ಪದವನ್ನು ಸೇರುವನೆಂದು ಗೀತೆಯಲ್ಲಿದೆ. ಇಂದಿನ ಜೀವನಕ್ಕೆ ಭಗವದ್ಗೀತೆ ಮಾರ್ಗದರ್ಶನವಾಗಿದೆ ಎಂದು ಬಣ್ಣಿಸಿದರು. [815,1051,1190,2213]
masthead [93,50,1533,83]
advocate-address-1: Advocate, Ane Market Bldg [1209,2243,1367,2259]
paragraph-list: ಮುಕ್ತವಾದ, ಕಳಂಕ ಮತ್ತು ತಾರತಮ್ಯರಹಿತ ಸಮಾಜ ನಿರ್ಮಾಣ ಹಾಗೂ ಎಚ್‌ಐವಿ ಸಂಬಂಧಿತ ಮರಣಗಳನ್ನು ಸೊನ್ನೆಗೆ ತರಲು ಪ್ರಯತ್ನಿಸೋಣ ಎಂದು ಹೇಳಿದರು. ಎಚ್‌ಐವಿ ಸೋಂಕು, ತಾಯಿಯಿಂದ ಮಗುವಿಗೆ ಬರದಂತೆ ತಡೆಯುವ ಔಷಧಿಯ ಬಗ್ಗೆ ಗರ್ಭಿಣಿಯರಿಗೆ ಮಾಹಿತಿ ನೀಡಲಾಗುತ್ತಿದೆ. ಸರ್ಕಾರಿ ಆಸ್ಪತ್ರೆಗಳಲ್ಲಿ ಉಚಿತ ಪರೀಕ್ಷೆ ಮತ್ತು ಚಿಕಿತ್ಸೆ ಲಭ್ಯವಿದೆ ಎಂದರು. ಈ ಸಂದರ್ಭದಲ್ಲಿ ಜಿಲ್ಲಾ ಕ್ಷಯರೋಗ ನಿಯಂತ್ರಣಾಧಿಕಾರಿ, ಜಿಲ್ಲಾ ಆರೋಗ್ಯ ಶಿಕ್ಷಣಾಧಿಕಾರಿ ಹಾಗೂ ಸಿಬ್ಬಂದಿ ಹಾಜರಿದ್ದರು. [344,633,458,1000]
footer-email: kolarapatrike@gmail.com [1173,2276,1315,2290]
paragraph-list: ನಗರದ ಶೃಂಗೇರಿ ಶಂಕರ ಮಠದಲ್ಲಿ ಇದೇ ೪ರ ಗುರುವಾರದಂದು ಶ್ರೀದತ್ತ ಮತ್ತು ಭಗವಾನ್ ಶ್ರೀಧರ ಸ್ವಾಮಿಗಳ ಜಯಂತಿ ಏರ್ಪಡಿಸಲಾಗಿದೆ. ಪ್ರಾತಃಕಾಲ ೬.೩೦ ರಿಂದ ವಿಶೇಷ ಫಲಪಂಚಾಮೃತಾಭಿಷೇಕ, ರುದ್ರಾಭಿಷೇಕ, ಗುರುಪೂಜೆ ನಡೆಯಲಿದೆ. [815,1891,997,2008]
dateline: ಚಿಂತಾಮಣಿ ಡಿ ೧– [106,1940,186,1953]
notice-body-3: Given under my hand and the seal of the Court, this 1st day of December 2025 . [1209,2138,1520,2171]
headline-gita-jayanti: ಶ್ರೀನಿವಾಸಪುರದಲ್ಲಿ ಗೀತಾ ಜಯಂತಿ [1260,761,1469,782]
